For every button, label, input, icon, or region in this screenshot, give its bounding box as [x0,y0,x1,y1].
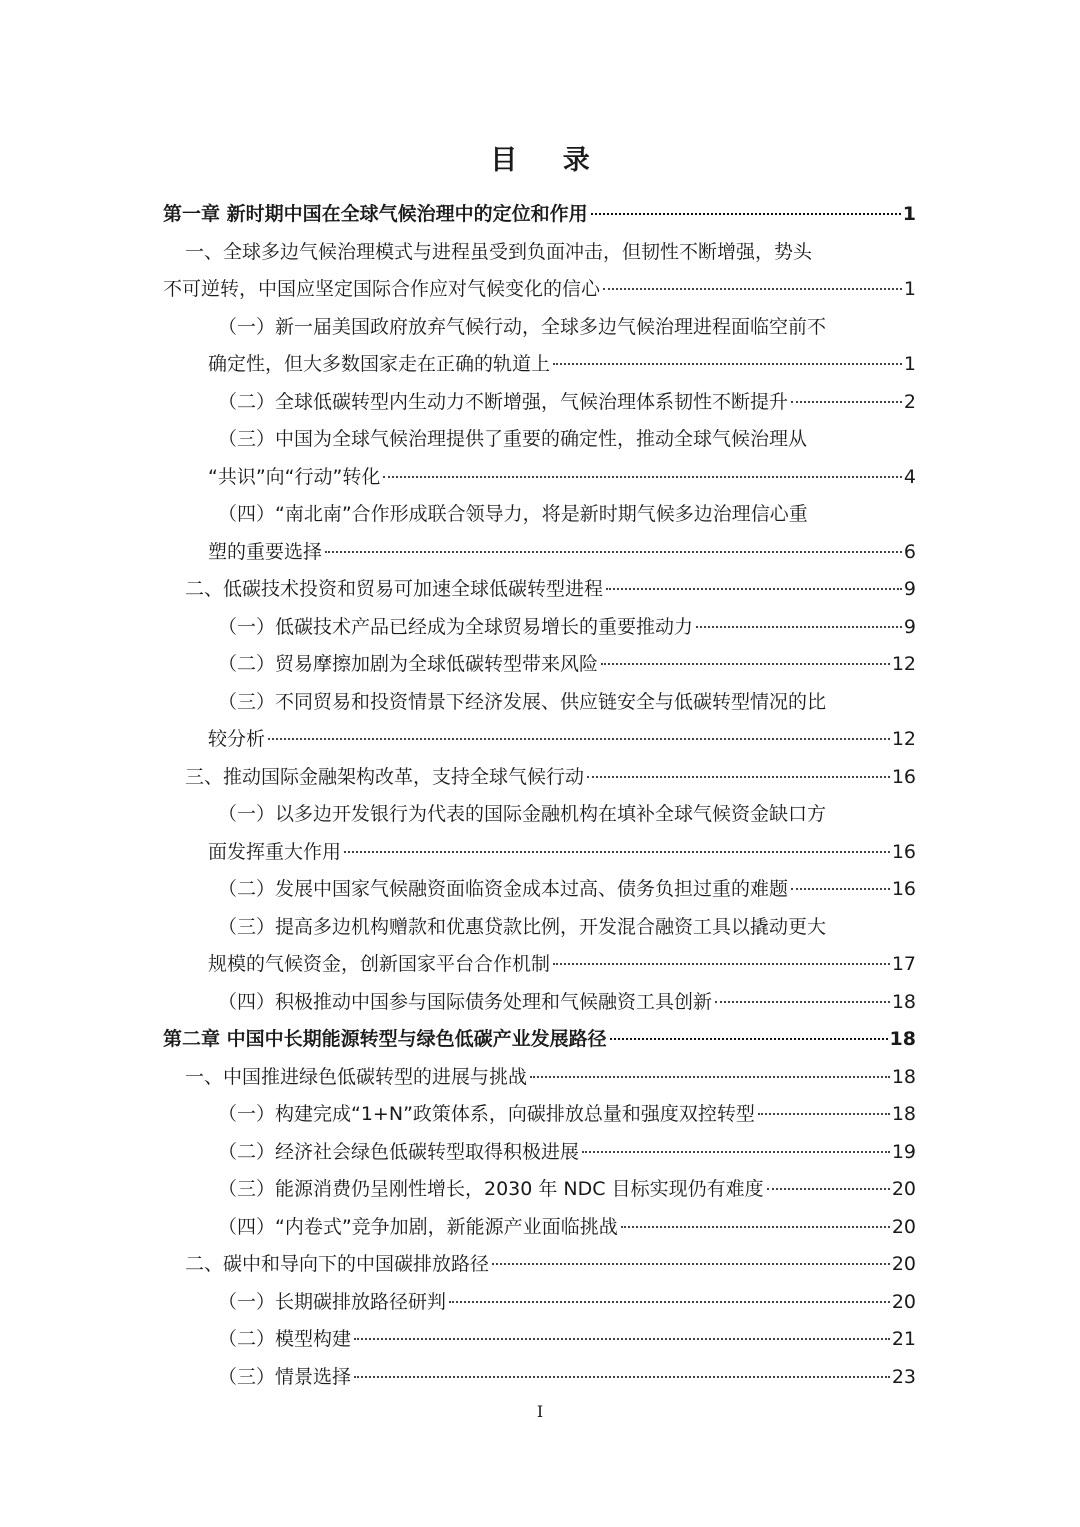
toc-entry-text: （二）经济社会绿色低碳转型取得积极进展 [218,1140,580,1163]
toc-subsection-entry[interactable] [0,684,916,759]
dot-leader [767,1188,890,1190]
page-number: I [536,1402,544,1421]
toc-subsection-entry[interactable] [0,1359,916,1397]
toc-subsection-entry[interactable] [0,1284,916,1322]
toc-page-number: 16 [891,878,916,900]
toc-page-number: 2 [903,390,916,413]
toc-subsection-entry[interactable] [0,984,916,1022]
toc-entry-text: 较分析 [208,728,266,750]
toc-page-number: 20 [891,1215,916,1238]
toc-entry-text: （三）中国为全球气候治理提供了重要的确定性，推动全球气候治理从 [218,428,808,450]
dot-leader [606,588,902,590]
dot-leader [553,963,890,965]
toc-section-entry[interactable] [0,571,916,609]
dot-leader [791,401,902,403]
toc-subsection-entry[interactable] [0,1209,916,1247]
toc-entry-text: （三）不同贸易和投资情景下经济发展、供应链安全与低碳转型情况的比 [218,690,827,713]
toc-page-number: 18 [889,1028,916,1050]
toc-section-entry[interactable] [0,1246,916,1284]
dot-leader [610,1038,888,1040]
toc-entry-text: （二）贸易摩擦加剧为全球低碳转型带来风险 [218,653,599,675]
toc-page-number: 9 [903,578,916,600]
dot-leader [449,1301,890,1303]
toc-chapter-entry[interactable] [0,196,916,234]
toc-subsection-entry[interactable] [0,496,916,571]
toc-subsection-entry[interactable] [0,1096,916,1134]
toc-subsection-entry[interactable] [0,421,916,496]
toc-subsection-entry[interactable] [0,1134,916,1172]
toc-page-number: 18 [891,1103,916,1125]
toc-page-number: 1 [903,353,916,375]
toc-page-number: 20 [891,1290,916,1313]
toc-page-number: 21 [891,1328,916,1350]
toc-page-number: 17 [891,953,916,975]
dot-leader [696,626,902,628]
dot-leader [354,1338,890,1340]
toc-subsection-entry[interactable] [0,1321,916,1359]
toc-page-number: 12 [891,653,916,675]
toc-page-number: 20 [891,1253,916,1275]
toc-entry-text: （三）能源消费仍呈刚性增长，2030 年 NDC 目标实现仍有难度 [218,1178,764,1200]
toc-subsection-entry[interactable] [0,646,916,684]
toc-entry-text: （四）“南北南”合作形成联合领导力，将是新时期气候多边治理信心重 [218,503,808,525]
toc-section-entry[interactable] [0,234,916,309]
dot-leader [492,1263,890,1265]
toc-entry-text: 二、低碳技术投资和贸易可加速全球低碳转型进程 [185,578,604,600]
dot-leader [587,776,890,778]
toc-entry-text: （一）构建完成“1+N”政策体系，向碳排放总量和强度双控转型 [218,1103,755,1125]
dot-leader [715,1001,890,1003]
toc-page-number: 19 [891,1140,916,1163]
toc-subsection-entry[interactable] [0,871,916,909]
dot-leader [758,1113,890,1115]
toc-subsection-entry[interactable] [0,796,916,871]
toc-entry-text: （二）发展中国家气候融资面临资金成本过高、债务负担过重的难题 [218,878,789,900]
dot-leader [325,551,902,553]
toc-subsection-entry[interactable] [0,309,916,384]
toc-page-number: 1 [902,203,916,225]
toc-entry-text: 一、全球多边气候治理模式与进程虽受到负面冲击，但韧性不断增强，势头 [185,240,813,263]
toc-entry-text: 第二章 中国中长期能源转型与绿色低碳产业发展路径 [163,1028,607,1050]
toc-entry-text: （一）长期碳排放路径研判 [218,1290,447,1313]
toc-entry-text: 塑的重要选择 [208,540,323,563]
dot-leader [603,288,902,290]
toc-page-number: 16 [891,840,916,863]
toc-page-number: 4 [903,465,916,488]
toc-section-entry[interactable] [0,759,916,797]
toc-entry-text: 三、推动国际金融架构改革，支持全球气候行动 [185,765,585,788]
dot-leader [591,213,901,215]
toc-entry-text: 规模的气候资金，创新国家平台合作机制 [208,953,551,975]
dot-leader [791,888,890,890]
dot-leader [530,1076,890,1078]
toc-subsection-entry[interactable] [0,609,916,647]
toc-page-number: 18 [891,1065,916,1088]
toc-subsection-entry[interactable] [0,909,916,984]
toc-subsection-entry[interactable] [0,1171,916,1209]
toc-page-number: 18 [891,990,916,1013]
toc-entry-text: （四）“内卷式”竞争加剧，新能源产业面临挑战 [218,1215,618,1238]
toc-entry-text: “共识”向“行动”转化 [208,465,381,488]
toc-section-entry[interactable] [0,1059,916,1097]
toc-entry-text: （四）积极推动中国参与国际债务处理和气候融资工具创新 [218,990,713,1013]
toc-page-number: 20 [891,1178,916,1200]
toc-page-number: 6 [903,540,916,563]
toc-subsection-entry[interactable] [0,384,916,422]
toc-entry-text: 一、中国推进绿色低碳转型的进展与挑战 [185,1065,528,1088]
dot-leader [621,1226,890,1228]
toc-entry-text: 二、碳中和导向下的中国碳排放路径 [185,1253,490,1275]
dot-leader [354,1376,890,1378]
toc-list [0,196,1080,1396]
dot-leader [601,663,890,665]
dot-leader [268,738,890,740]
toc-chapter-entry[interactable] [0,1021,916,1059]
toc-entry-text: 面发挥重大作用 [208,840,342,863]
toc-page-number: 16 [891,765,916,788]
toc-entry-text: 第一章 新时期中国在全球气候治理中的定位和作用 [163,203,588,225]
toc-page-number: 1 [903,278,916,300]
toc-entry-text: （一）新一届美国政府放弃气候行动，全球多边气候治理进程面临空前不 [218,315,827,338]
toc-entry-text: （一）低碳技术产品已经成为全球贸易增长的重要推动力 [218,615,694,638]
dot-leader [582,1151,890,1153]
toc-page-number: 9 [903,615,916,638]
toc-entry-text: （三）提高多边机构赠款和优惠贷款比例，开发混合融资工具以撬动更大 [218,915,827,938]
toc-title: 目 录 [490,145,608,176]
toc-entry-text: （二）模型构建 [218,1328,352,1350]
toc-page-number: 12 [891,728,916,750]
toc-page-number: 23 [891,1365,916,1388]
toc-entry-text: 不可逆转，中国应坚定国际合作应对气候变化的信心 [163,278,601,300]
toc-entry-text: （三）情景选择 [218,1365,352,1388]
dot-leader [383,476,902,478]
dot-leader [344,851,890,853]
dot-leader [553,363,902,365]
toc-entry-text: 确定性，但大多数国家走在正确的轨道上 [208,353,551,375]
toc-entry-text: （二）全球低碳转型内生动力不断增强，气候治理体系韧性不断提升 [218,390,789,413]
toc-entry-text: （一）以多边开发银行为代表的国际金融机构在填补全球气候资金缺口方 [218,803,827,825]
